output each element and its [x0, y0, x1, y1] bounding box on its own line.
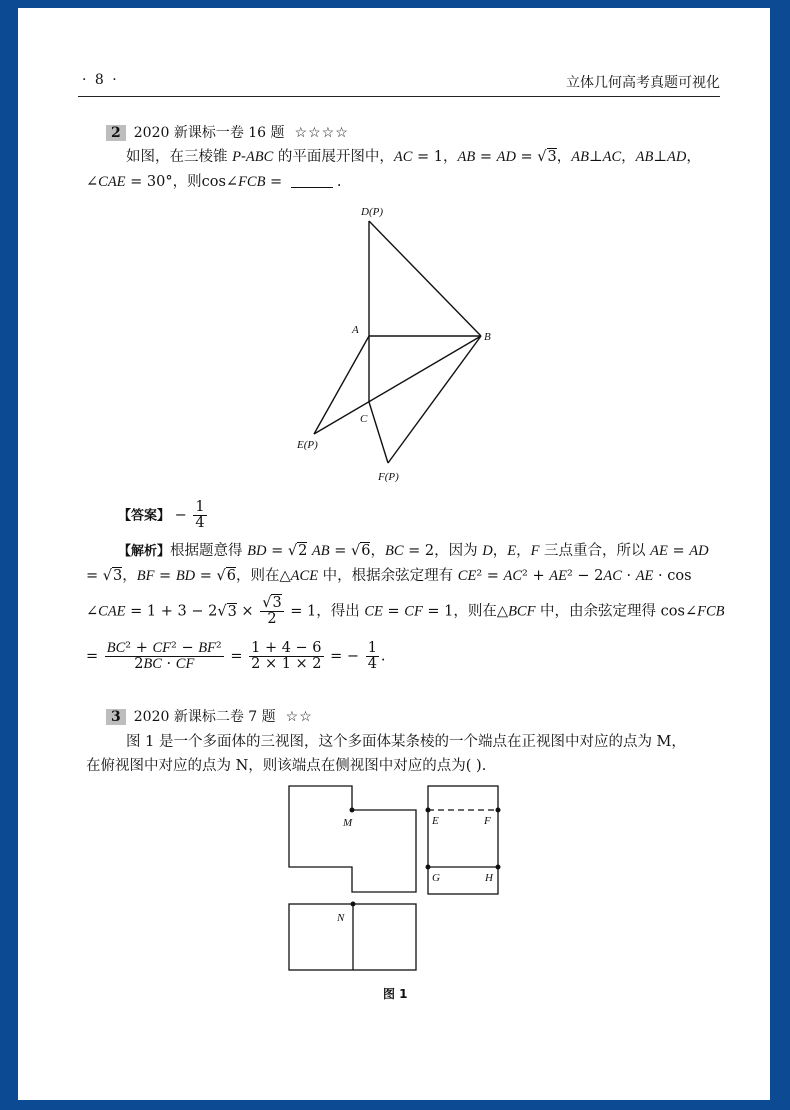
point-G — [426, 865, 431, 870]
label-B: B — [484, 331, 491, 343]
analysis-line-2: = √3，BF = BD = √6，则在△ACE 中，根据余弦定理有 CE² = AC² + AE² − 2AC · AE · cos — [86, 568, 692, 584]
difficulty-stars: ☆☆☆☆ — [294, 125, 349, 141]
label-G: G — [432, 872, 440, 884]
answer-label: 【答案】 — [118, 508, 171, 524]
label-A: A — [352, 324, 359, 336]
label-E: E(P) — [297, 439, 318, 451]
point-M — [350, 808, 355, 813]
question-3-text-line-1: 图 1 是一个多面体的三视图，这个多面体某条棱的一个端点在正视图中对应的点为 M， — [126, 734, 686, 750]
question-number: 2 — [106, 125, 126, 141]
label-C: C — [360, 413, 368, 425]
label-H: H — [485, 872, 493, 884]
question-2-text-line-2: ∠CAE = 30°，则cos∠FCB = . — [86, 174, 342, 190]
analysis-label: 【解析】 — [118, 544, 171, 559]
label-F: F — [484, 815, 491, 827]
point-E — [426, 808, 431, 813]
analysis-line-4: = $\frac{\text{BC² + CF² − BF²}}{2BC \cdot CF}$ = $\frac{1 + 4 - 6}{2 \times 1 \times 2}$ = − $\frac{1}{4}$ . — [86, 640, 386, 672]
figure-caption: 图 1 — [383, 987, 408, 1001]
question-2-text-line-1: 如图，在三棱锥 P-ABC 的平面展开图中，AC = 1，AB = AD = √3，AB⊥AC，AB⊥AD， — [126, 149, 701, 165]
page-number: · 8 · — [82, 72, 119, 88]
label-D: D(P) — [361, 206, 383, 218]
label-F: F(P) — [378, 471, 399, 483]
question-source: 2020 新课标一卷 16 题 — [133, 125, 285, 141]
point-N — [351, 902, 356, 907]
question-source: 2020 新课标二卷 7 题 — [133, 709, 276, 725]
point-H — [496, 865, 501, 870]
question-number: 3 — [106, 709, 126, 725]
label-N: N — [337, 912, 345, 924]
answer-sign: − — [174, 507, 187, 524]
label-M: M — [343, 817, 353, 829]
label-E: E — [432, 815, 439, 827]
difficulty-stars: ☆☆ — [285, 709, 313, 725]
question-3-text-line-2: 在俯视图中对应的点为 N，则该端点在侧视图中对应的点为( ). — [86, 758, 487, 774]
analysis-line-3: ∠CAE = 1 + 3 − 2√3 × $\frac{√3}{2}$ = 1，得出 CE = CF = 1，则在△BCF 中，由余弦定理得 cos∠FCB — [86, 595, 725, 627]
book-title: 立体几何高考真题可视化 — [566, 75, 720, 91]
answer-fraction: $\frac{1}{4}$ — [195, 499, 205, 531]
front-view — [289, 786, 416, 892]
analysis-line-1: 【解析】根据题意得 BD = √2 AB = √6，BC = 2，因为 D，E，F 三点重合，所以 AE = AD — [118, 543, 709, 559]
point-F — [496, 808, 501, 813]
